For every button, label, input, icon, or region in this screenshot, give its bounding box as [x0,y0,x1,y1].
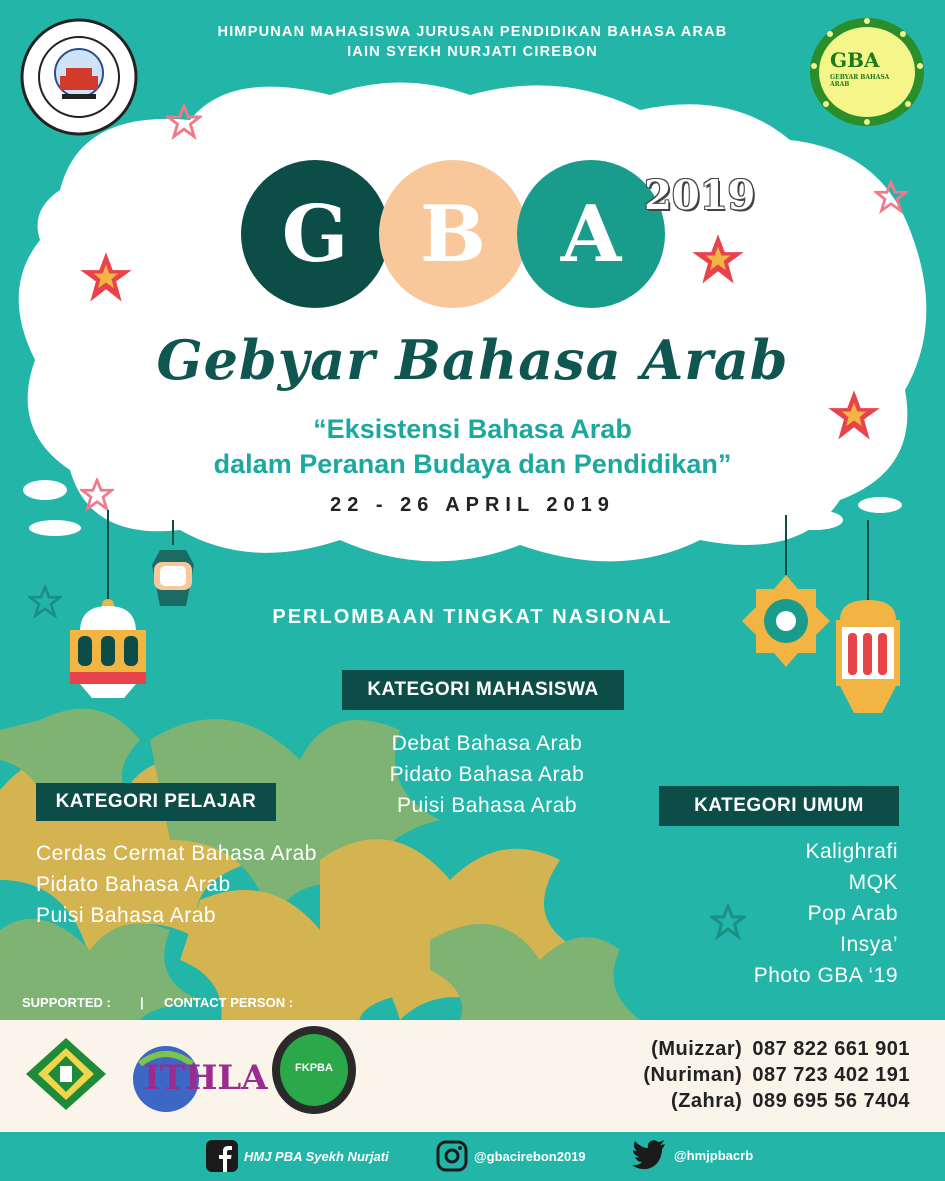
theme-line-1: “Eksistensi Bahasa Arab [313,414,632,444]
organization-name: HIMPUNAN MAHASISWA JURUSAN PENDIDIKAN BAHASA ARAB [217,24,728,40]
hmj-logo [20,18,138,136]
list-item: MQK [848,871,898,894]
supported-label: SUPPORTED : [22,995,111,1010]
contact-row [560,1036,910,1062]
category-pelajar-list [36,838,356,931]
facebook-handle: HMJ PBA Syekh Nurjati [244,1148,389,1164]
twitter-handle: @hmjpbacrb [674,1147,754,1163]
letter-circle-a: A [517,160,665,308]
list-item: Photo GBA ‘19 [753,964,898,987]
contact-phone[interactable]: 087 723 402 191 [752,1064,910,1086]
list-item: Cerdas Cermat Bahasa Arab [36,842,317,865]
ithla-logo-text: ITHLA [144,1058,268,1098]
iain-logo [24,1036,108,1112]
separator: | [140,995,144,1010]
facebook-link[interactable] [206,1140,389,1172]
list-item: Puisi Bahasa Arab [396,794,578,817]
category-pelajar-label: KATEGORI PELAJAR [36,783,276,821]
instagram-handle: @gbacirebon2019 [474,1148,586,1164]
contact-list [560,1036,910,1114]
event-date: 22 - 26 APRIL 2019 [330,494,615,516]
gba-badge-text: GEBYAR BAHASA ARAB [830,74,890,88]
list-item: Kalighrafi [805,840,898,863]
twitter-icon [632,1140,666,1170]
contact-name: (Zahra) [671,1090,743,1112]
list-item: Pop Arab [807,902,898,925]
list-item: Pidato Bahasa Arab [389,763,585,786]
event-year: 2019 [644,172,756,219]
competition-level: PERLOMBAAN TINGKAT NASIONAL [272,606,673,628]
twitter-link[interactable] [632,1140,753,1170]
contact-name: (Muizzar) [651,1038,743,1060]
category-mahasiswa-label: KATEGORI MAHASISWA [342,670,624,710]
contact-phone[interactable]: 089 695 56 7404 [752,1090,910,1112]
facebook-icon [206,1140,238,1172]
ithla-logo [126,1044,268,1114]
event-title: Gebyar Bahasa Arab [156,328,789,392]
instagram-icon [436,1140,468,1172]
instagram-link[interactable] [436,1140,586,1172]
theme-line-2: dalam Peranan Budaya dan Pendidikan” [213,449,732,479]
contact-person-label: CONTACT PERSON : [164,995,294,1010]
gba-badge-logo [808,16,926,128]
gba-badge-title: GBA [830,48,880,72]
category-mahasiswa-list [342,728,632,821]
contact-name: (Nuriman) [643,1064,743,1086]
star-decor-1 [78,250,134,306]
list-item: Debat Bahasa Arab [391,732,583,755]
star-outline-1 [166,104,202,140]
list-item: Pidato Bahasa Arab [36,873,231,896]
contact-row [560,1088,910,1114]
fkpba-logo-text: FKPBA [295,1062,333,1074]
list-item: Insya’ [840,933,898,956]
star-decor-2 [690,232,746,288]
contact-phone[interactable]: 087 822 661 901 [752,1038,910,1060]
contact-row [560,1062,910,1088]
institution-name: IAIN SYEKH NURJATI CIREBON [347,44,598,60]
letter-circle-g: G [241,160,389,308]
star-outline-2 [874,180,908,214]
fkpba-logo [270,1024,358,1116]
category-umum-list [640,836,898,991]
category-umum-label: KATEGORI UMUM [659,786,899,826]
list-item: Puisi Bahasa Arab [36,904,217,927]
letter-circle-b: B [379,160,527,308]
